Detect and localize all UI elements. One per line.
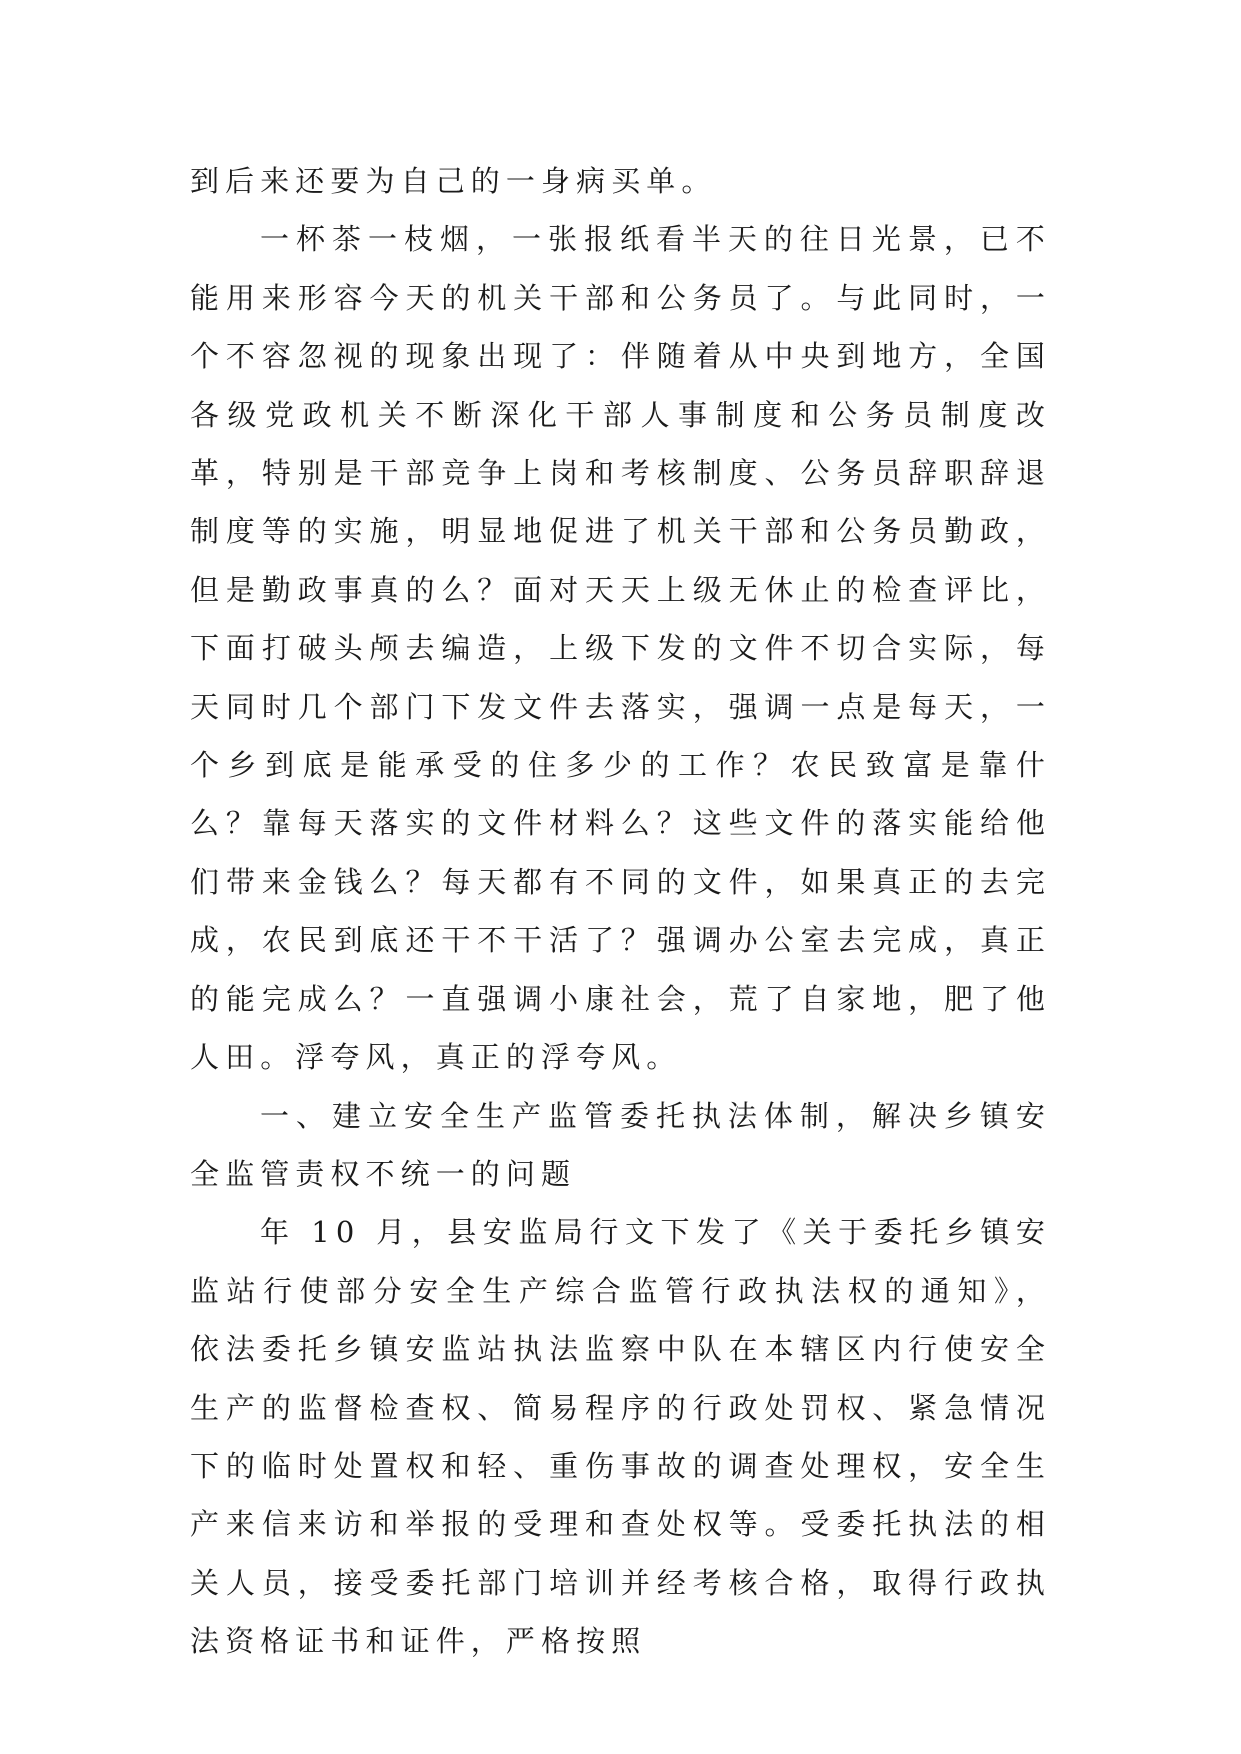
paragraph-civil-servants: 一杯茶一枝烟，一张报纸看半天的往日光景，已不能用来形容今天的机关干部和公务员了。与此同时，一个不容忽视的现象出现了：伴随着从中央到地方，全国各级党政机关不断深化干部人事制度和公务员制度改革，特别是干部竞争上岗和考核制度、公务员辞职辞退制度等的实施，明显地促进了机关干部和公务员勤政，但是勤政事真的么？面对天天上级无休止的检查评比，下面打破头颅去编造，上级下发的文件不切合实际，每天同时几个部门下发文件去落实，强调一点是每天，一个乡到底是能承受的住多少的工作？农民致富是靠什么？靠每天落实的文件材料么？这些文件的落实能给他们带来金钱么？每天都有不同的文件，如果真正的去完成，农民到底还干不干活了？强调办公室去完成，真正的能完成么？一直强调小康社会，荒了自家地，肥了他人田。浮夸风，真正的浮夸风。 <box>190 222 1051 1075</box>
paragraph-delegation-notice: 年 10 月，县安监局行文下发了《关于委托乡镇安监站行使部分安全生产综合监管行政执法权的通知》，依法委托乡镇安监站执法监察中队在本辖区内行使安全生产的监督检查权、简易程序的行政处罚权、紧急情况下的临时处置权和轻、重伤事故的调查处理权，安全生产来信来访和举报的受理和查处权等。受委托执法的相关人员，接受委托部门培训并经考核合格，取得行政执法资格证书和证件，严格按照 <box>190 1215 1051 1659</box>
paragraph-continuation: 到后来还要为自己的一身病买单。 <box>190 164 717 198</box>
document-body <box>190 152 1051 1671</box>
section-heading-1: 一、建立安全生产监管委托执法体制，解决乡镇安全监管责权不统一的问题 <box>190 1098 1051 1191</box>
